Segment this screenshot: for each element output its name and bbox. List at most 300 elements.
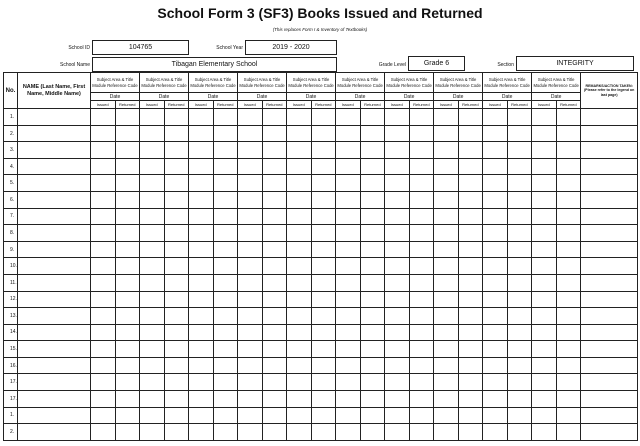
- returned-date-cell[interactable]: [262, 125, 287, 142]
- returned-date-cell[interactable]: [213, 142, 238, 159]
- issued-date-cell[interactable]: [483, 341, 508, 358]
- returned-date-cell[interactable]: [115, 308, 140, 325]
- returned-date-cell[interactable]: [360, 208, 385, 225]
- issued-date-cell[interactable]: [483, 208, 508, 225]
- returned-date-cell[interactable]: [360, 175, 385, 192]
- issued-date-cell[interactable]: [483, 357, 508, 374]
- returned-date-cell[interactable]: [556, 192, 581, 209]
- issued-date-cell[interactable]: [140, 308, 165, 325]
- returned-date-cell[interactable]: [311, 341, 336, 358]
- remarks-cell[interactable]: [581, 308, 638, 325]
- issued-date-cell[interactable]: [434, 341, 459, 358]
- issued-date-cell[interactable]: [336, 424, 361, 441]
- issued-date-cell[interactable]: [287, 208, 312, 225]
- issued-date-cell[interactable]: [532, 390, 557, 407]
- returned-date-cell[interactable]: [262, 274, 287, 291]
- issued-date-cell[interactable]: [91, 324, 116, 341]
- returned-date-cell[interactable]: [409, 308, 434, 325]
- returned-date-cell[interactable]: [556, 125, 581, 142]
- issued-date-cell[interactable]: [287, 225, 312, 242]
- returned-date-cell[interactable]: [409, 424, 434, 441]
- issued-date-cell[interactable]: [91, 225, 116, 242]
- returned-date-cell[interactable]: [213, 291, 238, 308]
- issued-date-cell[interactable]: [532, 125, 557, 142]
- issued-date-cell[interactable]: [140, 109, 165, 126]
- issued-date-cell[interactable]: [483, 258, 508, 275]
- issued-date-cell[interactable]: [434, 125, 459, 142]
- issued-date-cell[interactable]: [434, 225, 459, 242]
- issued-date-cell[interactable]: [336, 291, 361, 308]
- issued-date-cell[interactable]: [189, 241, 214, 258]
- issued-date-cell[interactable]: [238, 241, 263, 258]
- issued-date-cell[interactable]: [336, 142, 361, 159]
- issued-date-cell[interactable]: [483, 225, 508, 242]
- issued-date-cell[interactable]: [434, 274, 459, 291]
- issued-date-cell[interactable]: [238, 225, 263, 242]
- returned-date-cell[interactable]: [556, 158, 581, 175]
- returned-date-cell[interactable]: [360, 308, 385, 325]
- returned-date-cell[interactable]: [311, 258, 336, 275]
- issued-date-cell[interactable]: [189, 374, 214, 391]
- returned-date-cell[interactable]: [409, 158, 434, 175]
- issued-date-cell[interactable]: [434, 390, 459, 407]
- issued-date-cell[interactable]: [238, 274, 263, 291]
- issued-date-cell[interactable]: [140, 274, 165, 291]
- issued-date-cell[interactable]: [434, 142, 459, 159]
- issued-date-cell[interactable]: [532, 241, 557, 258]
- returned-date-cell[interactable]: [360, 258, 385, 275]
- returned-date-cell[interactable]: [311, 125, 336, 142]
- issued-date-cell[interactable]: [483, 109, 508, 126]
- returned-date-cell[interactable]: [164, 142, 189, 159]
- returned-date-cell[interactable]: [311, 192, 336, 209]
- returned-date-cell[interactable]: [507, 357, 532, 374]
- returned-date-cell[interactable]: [164, 241, 189, 258]
- returned-date-cell[interactable]: [556, 175, 581, 192]
- issued-date-cell[interactable]: [238, 324, 263, 341]
- issued-date-cell[interactable]: [238, 424, 263, 441]
- returned-date-cell[interactable]: [262, 374, 287, 391]
- returned-date-cell[interactable]: [262, 258, 287, 275]
- returned-date-cell[interactable]: [409, 374, 434, 391]
- remarks-cell[interactable]: [581, 258, 638, 275]
- returned-date-cell[interactable]: [507, 407, 532, 424]
- remarks-cell[interactable]: [581, 142, 638, 159]
- issued-date-cell[interactable]: [140, 424, 165, 441]
- returned-date-cell[interactable]: [213, 125, 238, 142]
- issued-date-cell[interactable]: [287, 291, 312, 308]
- issued-date-cell[interactable]: [532, 175, 557, 192]
- returned-date-cell[interactable]: [409, 142, 434, 159]
- issued-date-cell[interactable]: [238, 125, 263, 142]
- issued-date-cell[interactable]: [140, 241, 165, 258]
- returned-date-cell[interactable]: [262, 341, 287, 358]
- remarks-cell[interactable]: [581, 175, 638, 192]
- returned-date-cell[interactable]: [458, 192, 483, 209]
- issued-date-cell[interactable]: [532, 341, 557, 358]
- issued-date-cell[interactable]: [238, 341, 263, 358]
- returned-date-cell[interactable]: [164, 274, 189, 291]
- issued-date-cell[interactable]: [532, 324, 557, 341]
- issued-date-cell[interactable]: [336, 192, 361, 209]
- returned-date-cell[interactable]: [458, 374, 483, 391]
- remarks-cell[interactable]: [581, 241, 638, 258]
- returned-date-cell[interactable]: [409, 357, 434, 374]
- issued-date-cell[interactable]: [189, 308, 214, 325]
- issued-date-cell[interactable]: [189, 192, 214, 209]
- returned-date-cell[interactable]: [213, 175, 238, 192]
- returned-date-cell[interactable]: [311, 308, 336, 325]
- returned-date-cell[interactable]: [360, 390, 385, 407]
- returned-date-cell[interactable]: [360, 241, 385, 258]
- issued-date-cell[interactable]: [385, 175, 410, 192]
- issued-date-cell[interactable]: [434, 109, 459, 126]
- issued-date-cell[interactable]: [238, 291, 263, 308]
- issued-date-cell[interactable]: [434, 308, 459, 325]
- returned-date-cell[interactable]: [409, 225, 434, 242]
- returned-date-cell[interactable]: [507, 291, 532, 308]
- issued-date-cell[interactable]: [287, 125, 312, 142]
- learner-name-cell[interactable]: [18, 125, 91, 142]
- school-name-field[interactable]: Tibagan Elementary School: [92, 57, 337, 72]
- returned-date-cell[interactable]: [311, 424, 336, 441]
- issued-date-cell[interactable]: [385, 390, 410, 407]
- returned-date-cell[interactable]: [311, 390, 336, 407]
- remarks-cell[interactable]: [581, 192, 638, 209]
- issued-date-cell[interactable]: [287, 357, 312, 374]
- issued-date-cell[interactable]: [434, 175, 459, 192]
- issued-date-cell[interactable]: [336, 374, 361, 391]
- returned-date-cell[interactable]: [556, 308, 581, 325]
- returned-date-cell[interactable]: [409, 192, 434, 209]
- issued-date-cell[interactable]: [532, 357, 557, 374]
- remarks-cell[interactable]: [581, 158, 638, 175]
- returned-date-cell[interactable]: [164, 324, 189, 341]
- returned-date-cell[interactable]: [164, 125, 189, 142]
- issued-date-cell[interactable]: [140, 374, 165, 391]
- issued-date-cell[interactable]: [91, 142, 116, 159]
- issued-date-cell[interactable]: [189, 357, 214, 374]
- returned-date-cell[interactable]: [311, 324, 336, 341]
- issued-date-cell[interactable]: [189, 291, 214, 308]
- issued-date-cell[interactable]: [238, 142, 263, 159]
- returned-date-cell[interactable]: [213, 208, 238, 225]
- returned-date-cell[interactable]: [311, 374, 336, 391]
- returned-date-cell[interactable]: [409, 175, 434, 192]
- issued-date-cell[interactable]: [140, 258, 165, 275]
- issued-date-cell[interactable]: [532, 374, 557, 391]
- issued-date-cell[interactable]: [287, 308, 312, 325]
- remarks-cell[interactable]: [581, 324, 638, 341]
- issued-date-cell[interactable]: [385, 158, 410, 175]
- returned-date-cell[interactable]: [213, 158, 238, 175]
- issued-date-cell[interactable]: [336, 341, 361, 358]
- returned-date-cell[interactable]: [213, 225, 238, 242]
- issued-date-cell[interactable]: [140, 291, 165, 308]
- returned-date-cell[interactable]: [311, 109, 336, 126]
- issued-date-cell[interactable]: [91, 357, 116, 374]
- returned-date-cell[interactable]: [360, 324, 385, 341]
- issued-date-cell[interactable]: [434, 374, 459, 391]
- issued-date-cell[interactable]: [140, 142, 165, 159]
- issued-date-cell[interactable]: [287, 109, 312, 126]
- returned-date-cell[interactable]: [164, 357, 189, 374]
- learner-name-cell[interactable]: [18, 324, 91, 341]
- returned-date-cell[interactable]: [262, 424, 287, 441]
- returned-date-cell[interactable]: [115, 291, 140, 308]
- returned-date-cell[interactable]: [213, 109, 238, 126]
- returned-date-cell[interactable]: [213, 341, 238, 358]
- returned-date-cell[interactable]: [556, 357, 581, 374]
- returned-date-cell[interactable]: [213, 357, 238, 374]
- issued-date-cell[interactable]: [189, 407, 214, 424]
- issued-date-cell[interactable]: [434, 324, 459, 341]
- issued-date-cell[interactable]: [483, 390, 508, 407]
- returned-date-cell[interactable]: [164, 308, 189, 325]
- returned-date-cell[interactable]: [311, 291, 336, 308]
- returned-date-cell[interactable]: [556, 390, 581, 407]
- returned-date-cell[interactable]: [507, 142, 532, 159]
- issued-date-cell[interactable]: [483, 324, 508, 341]
- returned-date-cell[interactable]: [507, 109, 532, 126]
- returned-date-cell[interactable]: [556, 109, 581, 126]
- returned-date-cell[interactable]: [262, 109, 287, 126]
- returned-date-cell[interactable]: [360, 225, 385, 242]
- returned-date-cell[interactable]: [409, 241, 434, 258]
- returned-date-cell[interactable]: [213, 258, 238, 275]
- remarks-cell[interactable]: [581, 125, 638, 142]
- issued-date-cell[interactable]: [189, 324, 214, 341]
- issued-date-cell[interactable]: [532, 424, 557, 441]
- issued-date-cell[interactable]: [189, 258, 214, 275]
- issued-date-cell[interactable]: [287, 258, 312, 275]
- issued-date-cell[interactable]: [434, 407, 459, 424]
- issued-date-cell[interactable]: [189, 341, 214, 358]
- issued-date-cell[interactable]: [91, 291, 116, 308]
- issued-date-cell[interactable]: [532, 225, 557, 242]
- returned-date-cell[interactable]: [213, 424, 238, 441]
- issued-date-cell[interactable]: [91, 125, 116, 142]
- issued-date-cell[interactable]: [385, 125, 410, 142]
- returned-date-cell[interactable]: [213, 390, 238, 407]
- issued-date-cell[interactable]: [336, 357, 361, 374]
- learner-name-cell[interactable]: [18, 424, 91, 441]
- issued-date-cell[interactable]: [336, 208, 361, 225]
- returned-date-cell[interactable]: [115, 142, 140, 159]
- returned-date-cell[interactable]: [164, 341, 189, 358]
- learner-name-cell[interactable]: [18, 208, 91, 225]
- learner-name-cell[interactable]: [18, 291, 91, 308]
- issued-date-cell[interactable]: [532, 308, 557, 325]
- issued-date-cell[interactable]: [532, 274, 557, 291]
- returned-date-cell[interactable]: [458, 125, 483, 142]
- returned-date-cell[interactable]: [507, 308, 532, 325]
- returned-date-cell[interactable]: [507, 424, 532, 441]
- returned-date-cell[interactable]: [311, 175, 336, 192]
- issued-date-cell[interactable]: [385, 308, 410, 325]
- returned-date-cell[interactable]: [164, 192, 189, 209]
- returned-date-cell[interactable]: [164, 225, 189, 242]
- issued-date-cell[interactable]: [434, 424, 459, 441]
- learner-name-cell[interactable]: [18, 258, 91, 275]
- issued-date-cell[interactable]: [483, 308, 508, 325]
- returned-date-cell[interactable]: [262, 291, 287, 308]
- returned-date-cell[interactable]: [556, 241, 581, 258]
- returned-date-cell[interactable]: [262, 308, 287, 325]
- issued-date-cell[interactable]: [287, 142, 312, 159]
- issued-date-cell[interactable]: [483, 424, 508, 441]
- issued-date-cell[interactable]: [434, 258, 459, 275]
- returned-date-cell[interactable]: [164, 175, 189, 192]
- issued-date-cell[interactable]: [385, 225, 410, 242]
- issued-date-cell[interactable]: [336, 125, 361, 142]
- issued-date-cell[interactable]: [238, 175, 263, 192]
- issued-date-cell[interactable]: [434, 192, 459, 209]
- returned-date-cell[interactable]: [458, 357, 483, 374]
- returned-date-cell[interactable]: [556, 274, 581, 291]
- issued-date-cell[interactable]: [434, 357, 459, 374]
- issued-date-cell[interactable]: [140, 208, 165, 225]
- issued-date-cell[interactable]: [91, 407, 116, 424]
- issued-date-cell[interactable]: [140, 125, 165, 142]
- returned-date-cell[interactable]: [164, 407, 189, 424]
- issued-date-cell[interactable]: [385, 142, 410, 159]
- returned-date-cell[interactable]: [213, 324, 238, 341]
- issued-date-cell[interactable]: [385, 374, 410, 391]
- issued-date-cell[interactable]: [91, 241, 116, 258]
- returned-date-cell[interactable]: [507, 158, 532, 175]
- issued-date-cell[interactable]: [434, 241, 459, 258]
- returned-date-cell[interactable]: [556, 424, 581, 441]
- remarks-cell[interactable]: [581, 374, 638, 391]
- issued-date-cell[interactable]: [287, 324, 312, 341]
- issued-date-cell[interactable]: [140, 407, 165, 424]
- issued-date-cell[interactable]: [483, 158, 508, 175]
- issued-date-cell[interactable]: [140, 390, 165, 407]
- returned-date-cell[interactable]: [213, 374, 238, 391]
- returned-date-cell[interactable]: [556, 258, 581, 275]
- issued-date-cell[interactable]: [189, 158, 214, 175]
- issued-date-cell[interactable]: [385, 258, 410, 275]
- issued-date-cell[interactable]: [385, 341, 410, 358]
- returned-date-cell[interactable]: [115, 357, 140, 374]
- learner-name-cell[interactable]: [18, 374, 91, 391]
- returned-date-cell[interactable]: [458, 241, 483, 258]
- returned-date-cell[interactable]: [360, 142, 385, 159]
- returned-date-cell[interactable]: [115, 208, 140, 225]
- returned-date-cell[interactable]: [507, 125, 532, 142]
- returned-date-cell[interactable]: [458, 424, 483, 441]
- returned-date-cell[interactable]: [311, 241, 336, 258]
- issued-date-cell[interactable]: [91, 109, 116, 126]
- returned-date-cell[interactable]: [458, 109, 483, 126]
- remarks-cell[interactable]: [581, 291, 638, 308]
- issued-date-cell[interactable]: [385, 291, 410, 308]
- returned-date-cell[interactable]: [115, 341, 140, 358]
- returned-date-cell[interactable]: [262, 407, 287, 424]
- issued-date-cell[interactable]: [336, 175, 361, 192]
- issued-date-cell[interactable]: [287, 424, 312, 441]
- returned-date-cell[interactable]: [360, 357, 385, 374]
- returned-date-cell[interactable]: [507, 274, 532, 291]
- issued-date-cell[interactable]: [434, 158, 459, 175]
- issued-date-cell[interactable]: [336, 324, 361, 341]
- returned-date-cell[interactable]: [507, 241, 532, 258]
- returned-date-cell[interactable]: [115, 390, 140, 407]
- issued-date-cell[interactable]: [91, 374, 116, 391]
- issued-date-cell[interactable]: [91, 390, 116, 407]
- returned-date-cell[interactable]: [311, 225, 336, 242]
- returned-date-cell[interactable]: [360, 341, 385, 358]
- learner-name-cell[interactable]: [18, 241, 91, 258]
- issued-date-cell[interactable]: [483, 374, 508, 391]
- issued-date-cell[interactable]: [336, 225, 361, 242]
- issued-date-cell[interactable]: [483, 407, 508, 424]
- issued-date-cell[interactable]: [385, 192, 410, 209]
- returned-date-cell[interactable]: [409, 341, 434, 358]
- issued-date-cell[interactable]: [434, 208, 459, 225]
- returned-date-cell[interactable]: [360, 125, 385, 142]
- returned-date-cell[interactable]: [262, 192, 287, 209]
- returned-date-cell[interactable]: [164, 291, 189, 308]
- returned-date-cell[interactable]: [164, 374, 189, 391]
- issued-date-cell[interactable]: [140, 158, 165, 175]
- returned-date-cell[interactable]: [311, 208, 336, 225]
- issued-date-cell[interactable]: [238, 192, 263, 209]
- learner-name-cell[interactable]: [18, 357, 91, 374]
- issued-date-cell[interactable]: [287, 175, 312, 192]
- returned-date-cell[interactable]: [213, 308, 238, 325]
- returned-date-cell[interactable]: [507, 374, 532, 391]
- issued-date-cell[interactable]: [385, 208, 410, 225]
- issued-date-cell[interactable]: [91, 175, 116, 192]
- returned-date-cell[interactable]: [164, 390, 189, 407]
- issued-date-cell[interactable]: [336, 158, 361, 175]
- returned-date-cell[interactable]: [458, 324, 483, 341]
- issued-date-cell[interactable]: [532, 258, 557, 275]
- issued-date-cell[interactable]: [91, 192, 116, 209]
- returned-date-cell[interactable]: [507, 390, 532, 407]
- issued-date-cell[interactable]: [287, 374, 312, 391]
- learner-name-cell[interactable]: [18, 341, 91, 358]
- issued-date-cell[interactable]: [91, 274, 116, 291]
- issued-date-cell[interactable]: [483, 125, 508, 142]
- remarks-cell[interactable]: [581, 109, 638, 126]
- issued-date-cell[interactable]: [238, 208, 263, 225]
- returned-date-cell[interactable]: [213, 192, 238, 209]
- remarks-cell[interactable]: [581, 390, 638, 407]
- returned-date-cell[interactable]: [360, 291, 385, 308]
- returned-date-cell[interactable]: [507, 324, 532, 341]
- returned-date-cell[interactable]: [458, 308, 483, 325]
- issued-date-cell[interactable]: [336, 241, 361, 258]
- returned-date-cell[interactable]: [164, 109, 189, 126]
- issued-date-cell[interactable]: [532, 291, 557, 308]
- returned-date-cell[interactable]: [556, 341, 581, 358]
- returned-date-cell[interactable]: [458, 390, 483, 407]
- issued-date-cell[interactable]: [532, 158, 557, 175]
- issued-date-cell[interactable]: [385, 109, 410, 126]
- returned-date-cell[interactable]: [262, 225, 287, 242]
- issued-date-cell[interactable]: [238, 258, 263, 275]
- returned-date-cell[interactable]: [409, 109, 434, 126]
- remarks-cell[interactable]: [581, 225, 638, 242]
- issued-date-cell[interactable]: [140, 175, 165, 192]
- issued-date-cell[interactable]: [189, 208, 214, 225]
- returned-date-cell[interactable]: [360, 274, 385, 291]
- returned-date-cell[interactable]: [164, 208, 189, 225]
- returned-date-cell[interactable]: [115, 324, 140, 341]
